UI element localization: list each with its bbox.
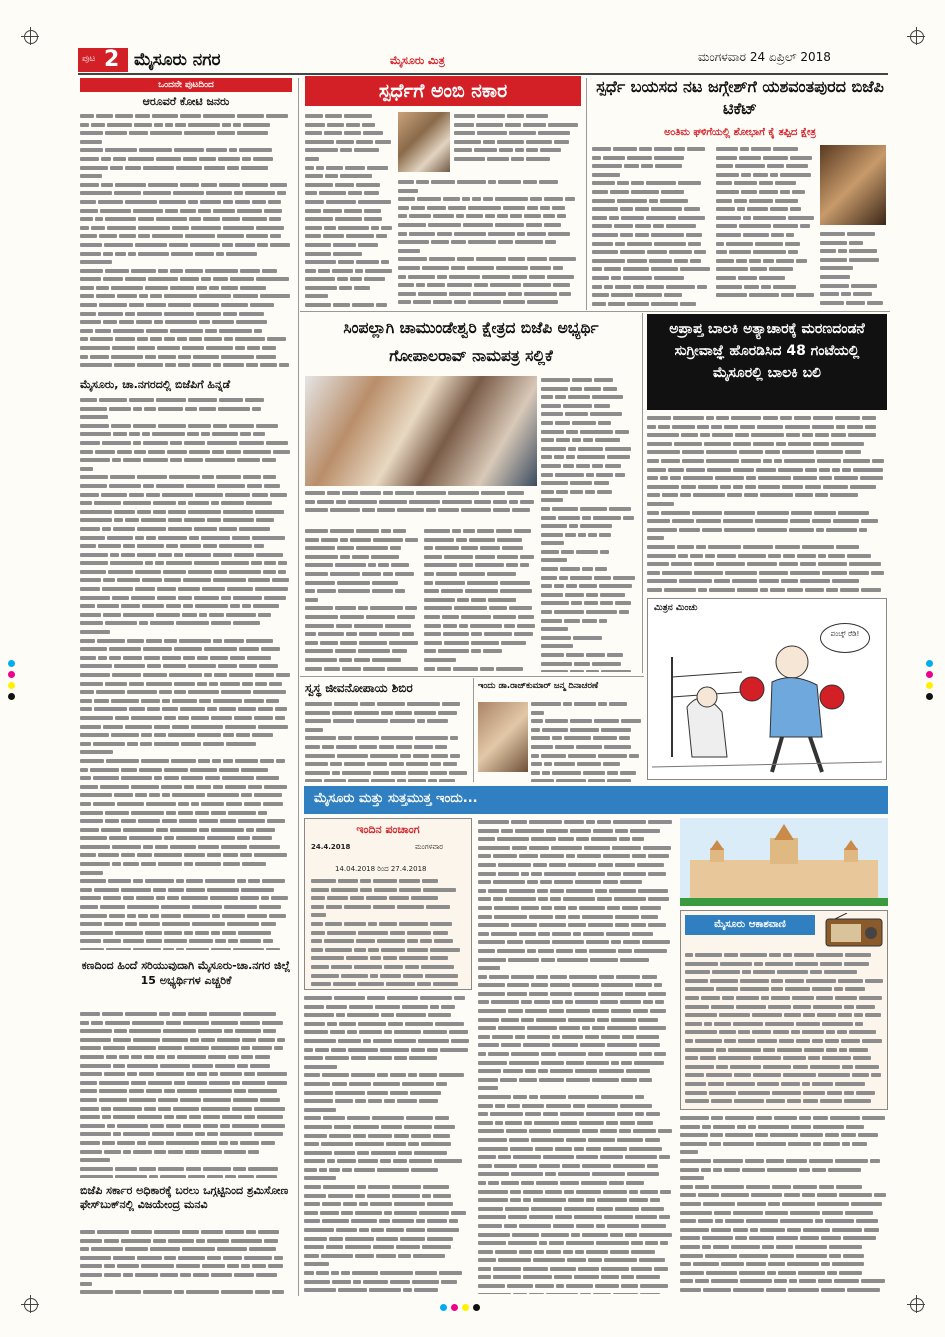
page-label: ಪುಟ bbox=[82, 54, 96, 64]
story-pullquote bbox=[454, 112, 580, 172]
radio-box bbox=[680, 910, 888, 1110]
portrait-photo bbox=[820, 145, 886, 225]
masthead: ಮೈಸೂರು ಮಿತ್ರ bbox=[390, 54, 445, 67]
story-body bbox=[647, 414, 887, 592]
color-bar bbox=[440, 1304, 480, 1311]
panchanga-day: ಮಂಗಳವಾರ bbox=[415, 843, 444, 851]
subhead: ಕಣದಿಂದ ಹಿಂದೆ ಸರಿಯುವುದಾಗಿ ಮೈಸೂರು-ಚಾ.ನಗರ ಜಿಲ್ಲೆ 15 ಅಭ್ಯರ್ಥಿಗಳ ಎಚ್ಚರಿಕೆ bbox=[81, 959, 291, 987]
headline-child bbox=[647, 314, 887, 410]
section-kicker: ಒಂದನೇ ಪುಟದಿಂದ bbox=[80, 78, 292, 92]
story-body bbox=[398, 178, 580, 308]
headline-child-text: ಅಪ್ರಾಪ್ತ ಬಾಲಕಿ ಅತ್ಯಾಚಾರಕ್ಕೆ ಮರಣದಂಡನೆ ಸುಗ್ರೀವಾಜ್ಞೆ ಹೊರಡಿಸಿದ 48 ಗಂಟೆಯಲ್ಲಿ ಮೈಸೂರಲ್ಲಿ ಬಾಲಕಿ ಬಲಿ bbox=[669, 321, 865, 381]
story-body bbox=[80, 1228, 292, 1298]
story-body bbox=[716, 145, 816, 308]
story-body bbox=[305, 700, 469, 782]
page-number-box bbox=[78, 48, 128, 72]
story-body bbox=[424, 527, 537, 672]
story-body bbox=[305, 527, 420, 672]
subhead: ಮೈಸೂರು, ಚಾ.ನಗರದಲ್ಲಿ ಬಿಜೆಪಿಗೆ ಹಿನ್ನಡೆ bbox=[80, 378, 231, 391]
left-column bbox=[80, 78, 292, 1298]
panchanga-date: 24.4.2018 bbox=[311, 843, 351, 851]
registration-mark bbox=[910, 1298, 924, 1312]
subhead-jaggesh: ಅಂತಿಮ ಘಳಿಗೆಯಲ್ಲಿ ಶೋಭಾಗೆ ಕೈ ತಪ್ಪಿದ ಕ್ಷೇತ್ರ bbox=[664, 127, 816, 138]
color-bar bbox=[926, 660, 933, 700]
registration-mark bbox=[910, 30, 924, 44]
story-body bbox=[80, 1010, 292, 1178]
nomination-photo bbox=[305, 376, 537, 486]
registration-mark bbox=[24, 1298, 38, 1312]
panchanga-title: ಇಂದಿನ ಪಂಚಾಂಗ bbox=[356, 823, 420, 836]
headline-ambi: ಸ್ಪರ್ಧೆಗೆ ಅಂಬಿ ನಕಾರ bbox=[305, 76, 581, 106]
page-header bbox=[70, 40, 890, 72]
photo-caption bbox=[305, 489, 537, 523]
story-body bbox=[80, 112, 292, 372]
today-banner bbox=[304, 786, 888, 814]
panchanga-range: 14.04.2018 ರಿಂದ 27.4.2018 bbox=[335, 865, 427, 873]
story-body bbox=[541, 376, 637, 672]
headline-health: ಸ್ವಸ್ಥ ಜೀವನೋಪಾಯ ಶಿಬಿರ bbox=[305, 681, 413, 695]
page-number: 2 bbox=[104, 47, 120, 72]
story-body bbox=[305, 112, 395, 308]
today-banner-title: ಮೈಸೂರು ಮತ್ತು ಸುತ್ತಮುತ್ತ ಇಂದು... bbox=[314, 791, 478, 806]
portrait-photo bbox=[478, 702, 528, 772]
story-body bbox=[820, 230, 886, 308]
speech-bubble: ಪಂಚ್ಕ್ ರೆಡಿ! bbox=[820, 623, 870, 653]
cartoon-box bbox=[647, 598, 887, 780]
events-list bbox=[680, 1114, 888, 1294]
panchanga-box bbox=[304, 818, 472, 990]
headline-jaggesh: ಸ್ಪರ್ಧೆ ಬಯಸದ ನಟ ಜಗ್ಗೇಶ್‌ಗೆ ಯಶವಂತಪುರದ ಬಿಜೆಪಿ ಟಿಕೆಟ್ bbox=[596, 77, 884, 118]
issue-date: ಮಂಗಳವಾರ 24 ಏಪ್ರಿಲ್ 2018 bbox=[698, 50, 831, 64]
story-body bbox=[592, 145, 712, 308]
registration-mark bbox=[24, 30, 38, 44]
color-bar bbox=[8, 660, 15, 700]
portrait-photo bbox=[398, 112, 450, 172]
story-body bbox=[531, 700, 643, 782]
events-list bbox=[478, 818, 674, 1294]
radio-title: ಮೈಸೂರು ಆಕಾಶವಾಣಿ bbox=[685, 915, 815, 935]
radio-icon bbox=[825, 913, 883, 947]
subhead: ಬಿಜೆಪಿ ಸರ್ಕಾರ ಅಧಿಕಾರಕ್ಕೆ ಬರಲು ಒಗ್ಗಟ್ಟಿನಿಂದ ಶ್ರಮಿಸೋಣ ಫೇಸ್‌ಬುಕ್‌ನಲ್ಲಿ ವಿಜಯೇಂದ್ರ ಮನವಿ bbox=[80, 1184, 289, 1211]
story-body bbox=[80, 396, 292, 950]
palace-illustration bbox=[680, 818, 888, 906]
radio-schedule bbox=[685, 951, 885, 1107]
events-list bbox=[304, 994, 472, 1294]
headline-gopal: ಸಿಂಪಲ್ಲಾಗಿ ಚಾಮುಂಡೇಶ್ವರಿ ಕ್ಷೇತ್ರದ ಬಿಜೆಪಿ ಅಭ್ಯರ್ಥಿ ಗೋಪಾಲರಾವ್ ನಾಮಪತ್ರ ಸಲ್ಲಿಕೆ bbox=[343, 319, 599, 365]
headline-rajkumar: ಇಂದು ಡಾ.ರಾಜ್‌ಕುಮಾರ್ ಜನ್ಮ ದಿನಾಚರಣೆ bbox=[478, 681, 599, 691]
story-heading: ಆರೂವರೆ ಕೋಟಿ ಜನರು bbox=[142, 95, 230, 108]
section-title: ಮೈಸೂರು ನಗರ bbox=[134, 50, 221, 70]
panchanga-body bbox=[311, 877, 467, 987]
cartoon-title: ಮಿತ್ರನ ಮಿಂಚು bbox=[654, 603, 698, 613]
